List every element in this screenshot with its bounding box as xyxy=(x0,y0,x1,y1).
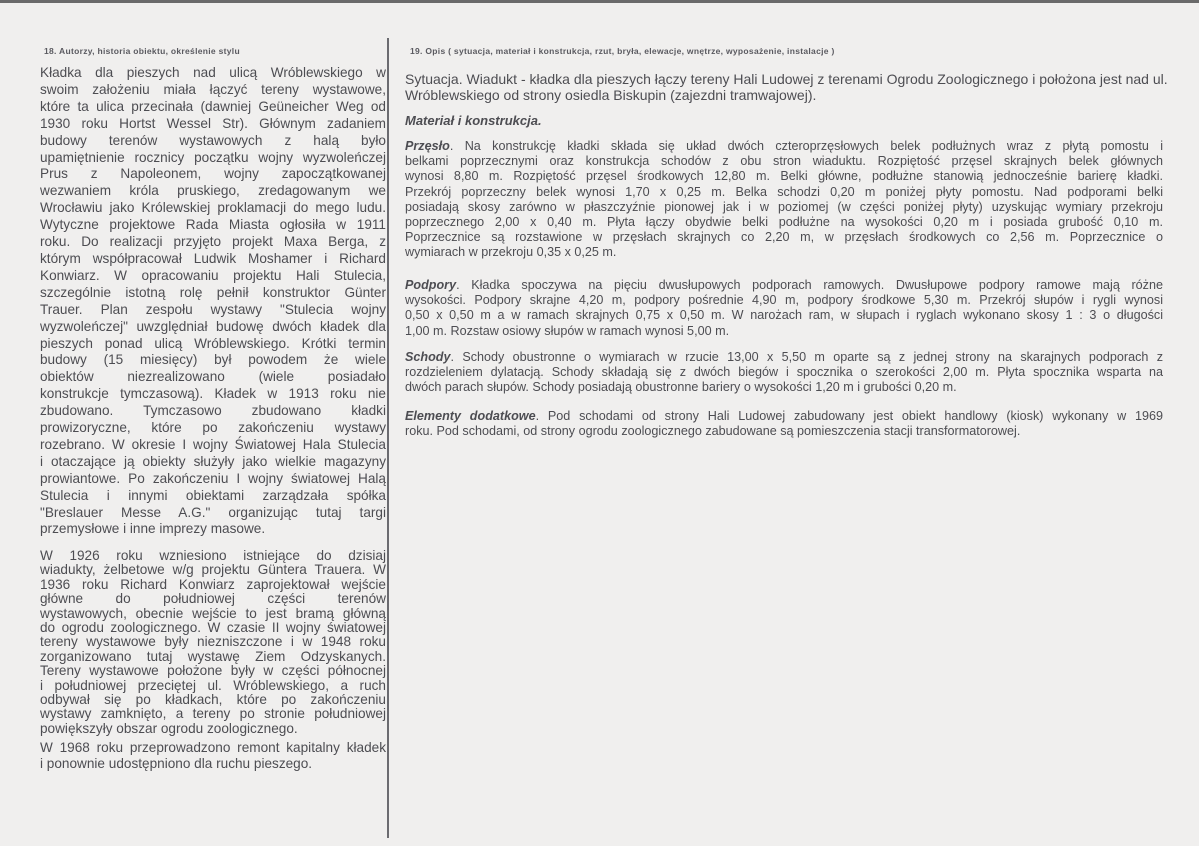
text-line: posiadają skosy zarówno w płaszczyźnie pionowej jak i w poziomej (w części poniżej płyty) uzyskując wymiary przekroju xyxy=(405,199,1163,214)
text-line: prowiantowe. Po zakończeniu I wojny światowej Halą xyxy=(40,470,386,486)
text-line xyxy=(405,350,1163,365)
text-line: Trauer. Plan zespołu wystawy "Stulecia wojny xyxy=(40,301,386,317)
text-line: swoim założeniu miała łączyć tereny wystawowe, xyxy=(40,81,386,97)
sytuacja-label: Sytuacja xyxy=(405,71,459,87)
text-line: wysokości. Podpory skrajne 4,20 m, podpory pośrednie 4,90 m, podpory środkowe 5,30 m. Przekrój słupów i rygli wynosi xyxy=(405,293,1163,308)
text-line: wystawowych, obecnie wejście to jest bramą główną xyxy=(40,605,386,621)
text-line: Prus z Napoleonem, wojny zapoczątkowanej xyxy=(40,166,386,182)
text-line: Kładka dla pieszych nad ulicą Wróblewskiego w xyxy=(40,65,386,80)
text-line: 1,00 m. Rozstaw osiowy słupów w ramach wynosi 5,00 m. xyxy=(405,323,730,338)
podpory-label: Podpory xyxy=(405,278,457,292)
text-line: do ogrodu zoologicznego. W czasie II wojny światowej xyxy=(40,620,386,636)
text-line: wiadukty, żelbetowe w/g projektu Güntera Trauera. W xyxy=(40,562,386,578)
text-line: wystawy zamknięto, a tereny po stronie południowej xyxy=(40,706,386,722)
text-line: które ta ulica przecinała (dawniej Geüneicher Weg od xyxy=(40,98,386,114)
text-line: poprzecznego 2,00 x 0,40 m. Płyta łączy obydwie belki podłużne na wysokości 0,20 m i posiada grubość 0,10 m. xyxy=(405,215,1163,230)
podpory-paragraph xyxy=(405,278,1163,339)
text-line: pieszych ponad ulicą Wróblewskiego. Krótki termin xyxy=(40,335,386,351)
sytuacja-paragraph xyxy=(405,71,1168,103)
text-line: upamiętnienie rocznicy początku wojny wyzwoleńczej xyxy=(40,149,386,165)
text-line: i otaczające ją obiekty służyły jako wielkie magazyny xyxy=(40,453,386,469)
scan-edge xyxy=(0,0,1199,3)
text-line: Poprzecznice są rozstawione w przęsłach skrajnych co 2,20 m, w przęsłach środkowych co 2,56 m. Poprzecznice o xyxy=(405,230,1163,245)
text-line: zorganizowano tutaj wystawę Ziem Odzyskanych. xyxy=(40,648,386,664)
text-line: prowizoryczne, które po zakończeniu wystawy xyxy=(40,420,386,436)
text-span: . Kładka spoczywa na pięciu dwusłupowych podporach ramowych. Dwusłupowe podpory ramowe mają różne xyxy=(456,278,1163,292)
text-line: tereny wystawowe były niezniszczone i w 1948 roku xyxy=(40,634,386,650)
text-line: obiektów niezrealizowano (wiele posiadało xyxy=(40,369,386,385)
text-line: przemysłowe i inne imprezy masowe. xyxy=(40,521,266,537)
text-line: główne do południowej części terenów xyxy=(40,591,386,607)
text-line: Przekrój poprzeczny belek wynosi 1,70 x 0,25 m. Belka schodzi 0,20 m poniżej płyty pomostu. Nad podporami belki xyxy=(405,184,1163,199)
text-line: Konwiarz. W opracowaniu projektu Hali Stulecia, xyxy=(40,267,386,283)
przeslo-label: Przęsło xyxy=(405,139,450,153)
text-line: powiększyły obszar ogrodu zoologicznego. xyxy=(40,720,298,736)
text-line: W 1926 roku wzniesiono istniejące do dzisiaj xyxy=(40,548,386,563)
text-line: W 1968 roku przeprowadzono remont kapitalny kładek xyxy=(40,740,386,755)
text-span: . Schody obustronne o wymiarach w rzucie 13,00 x 5,50 m oparte są z jednej strony na skarajnych podporach z xyxy=(450,350,1163,364)
text-span: . Na konstrukcję kładki składa się układ dwóch czteroprzęsłowych belek podłużnych wraz z płytą pomostu i xyxy=(449,139,1163,153)
text-line: belkami poprzecznymi oraz konstrukcja schodów z obu stron wiaduktu. Rozpiętość przęsel skrajnych belek głównych xyxy=(405,154,1163,169)
elementy-paragraph xyxy=(405,409,1163,439)
text-line: szczególnie istotną rolę pełnił konstruktor Günter xyxy=(40,284,386,300)
text-line xyxy=(405,409,1163,424)
text-line: i ponownie udostępniono dla ruchu pieszego. xyxy=(40,756,313,772)
text-line: odbywał się po kładkach, które po zakończeniu xyxy=(40,692,386,708)
history-paragraph-1 xyxy=(40,65,386,538)
text-line: i południowej przeciętej ul. Wróblewskiego, a ruch xyxy=(40,677,386,693)
elementy-label: Elementy dodatkowe xyxy=(405,409,536,423)
text-line: dwóch parach słupów. Schody posiadają obustronne bariery o wysokości 1,20 m i grubości 0,20 m. xyxy=(405,380,957,395)
column-divider xyxy=(387,38,389,838)
text-span: . Wiadukt - kładka dla pieszych łączy tereny Hali Ludowej z terenami Ogrodu Zoologicznego i położona jest nad ul. xyxy=(458,71,1168,87)
material-subheading: Materiał i konstrukcja. xyxy=(405,113,542,128)
section-19-heading: 19. Opis ( sytuacja, materiał i konstrukcja, rzut, bryła, elewacje, wnętrze, wyposażenie, instalacje ) xyxy=(410,46,835,56)
text-line: Stulecia i innymi obiektami zarządzała spółka xyxy=(40,487,386,503)
text-line: wyzwoleńczej" uwzględniał budowę dwóch kładek dla xyxy=(40,318,386,334)
text-line: wynosi 8,80 m. Rozpiętość przęsel środkowych 12,80 m. Belki główne, podłużne stanowią jednocześnie barierę kładki. xyxy=(405,169,1163,184)
text-line xyxy=(405,71,1168,88)
text-line: budowy (15 miesięcy) był powodem że wiele xyxy=(40,352,386,368)
text-line: wymiarach w przekroju 0,35 x 0,25 m. xyxy=(405,245,617,260)
text-line xyxy=(405,278,1163,293)
schody-paragraph xyxy=(405,350,1163,396)
text-line: Wrocławiu jako Królewskiej proklamacji do mego ludu. xyxy=(40,200,386,216)
text-line: budowy terenów wystawowych z halą było xyxy=(40,132,386,148)
text-line: 1930 roku Hortst Wessel Str). Głównym zadaniem xyxy=(40,115,386,131)
text-line: "Breslauer Messe A.G." organizując tutaj targi xyxy=(40,504,386,520)
text-line: Wytyczne projektowe Rada Miasta ogłosiła w 1911 xyxy=(40,217,386,233)
history-paragraph-2 xyxy=(40,549,386,736)
text-line: rozebrano. W okresie I wojny Światowej Hala Stulecia xyxy=(40,436,386,452)
text-line: konstrukcje tymczasową). Kładek w 1913 roku nie xyxy=(40,386,386,402)
text-line: Wróblewskiego od strony osiedla Biskupin (zajezdni tramwajowej). xyxy=(405,86,817,103)
text-line: którym współpracował Ludwik Moshamer i Richard xyxy=(40,250,386,266)
text-line: roku. Pod schodami, od strony ogrodu zoologicznego zabudowane są pomieszczenia stacji transformatorowej. xyxy=(405,424,1021,439)
text-line: Tereny wystawowe położone były w części północnej xyxy=(40,663,386,679)
schody-label: Schody xyxy=(405,350,451,364)
text-line: rozdzieleniem dylatacją. Schody składają się z dwóch biegów i spocznika o szerokości 2,00 m. Płyta spocznika wsparta na xyxy=(405,365,1163,380)
text-line: zbudowano. Tymczasowo zbudowano kładki xyxy=(40,403,386,419)
text-line: roku. Do realizacji przyjęto projekt Maxa Berga, z xyxy=(40,234,386,250)
section-18-heading: 18. Autorzy, historia obiektu, określenie stylu xyxy=(44,46,240,56)
text-line: 1936 roku Richard Konwiarz zaprojektował wejście xyxy=(40,576,386,592)
text-span: . Pod schodami od strony Hali Ludowej zabudowany jest obiekt handlowy (kiosk) wykonany w 1969 xyxy=(535,409,1163,423)
text-line xyxy=(405,139,1163,154)
text-line: wezwaniem króla pruskiego, zredagowanym we xyxy=(40,183,386,199)
history-paragraph-3 xyxy=(40,740,386,773)
przeslo-paragraph xyxy=(405,139,1163,261)
text-line: 0,50 x 0,50 m a w ramach skrajnych 0,75 x 0,50 m. W narożach ram, w słupach i ryglach wykonano skosy 1 : 3 o długości xyxy=(405,308,1163,323)
